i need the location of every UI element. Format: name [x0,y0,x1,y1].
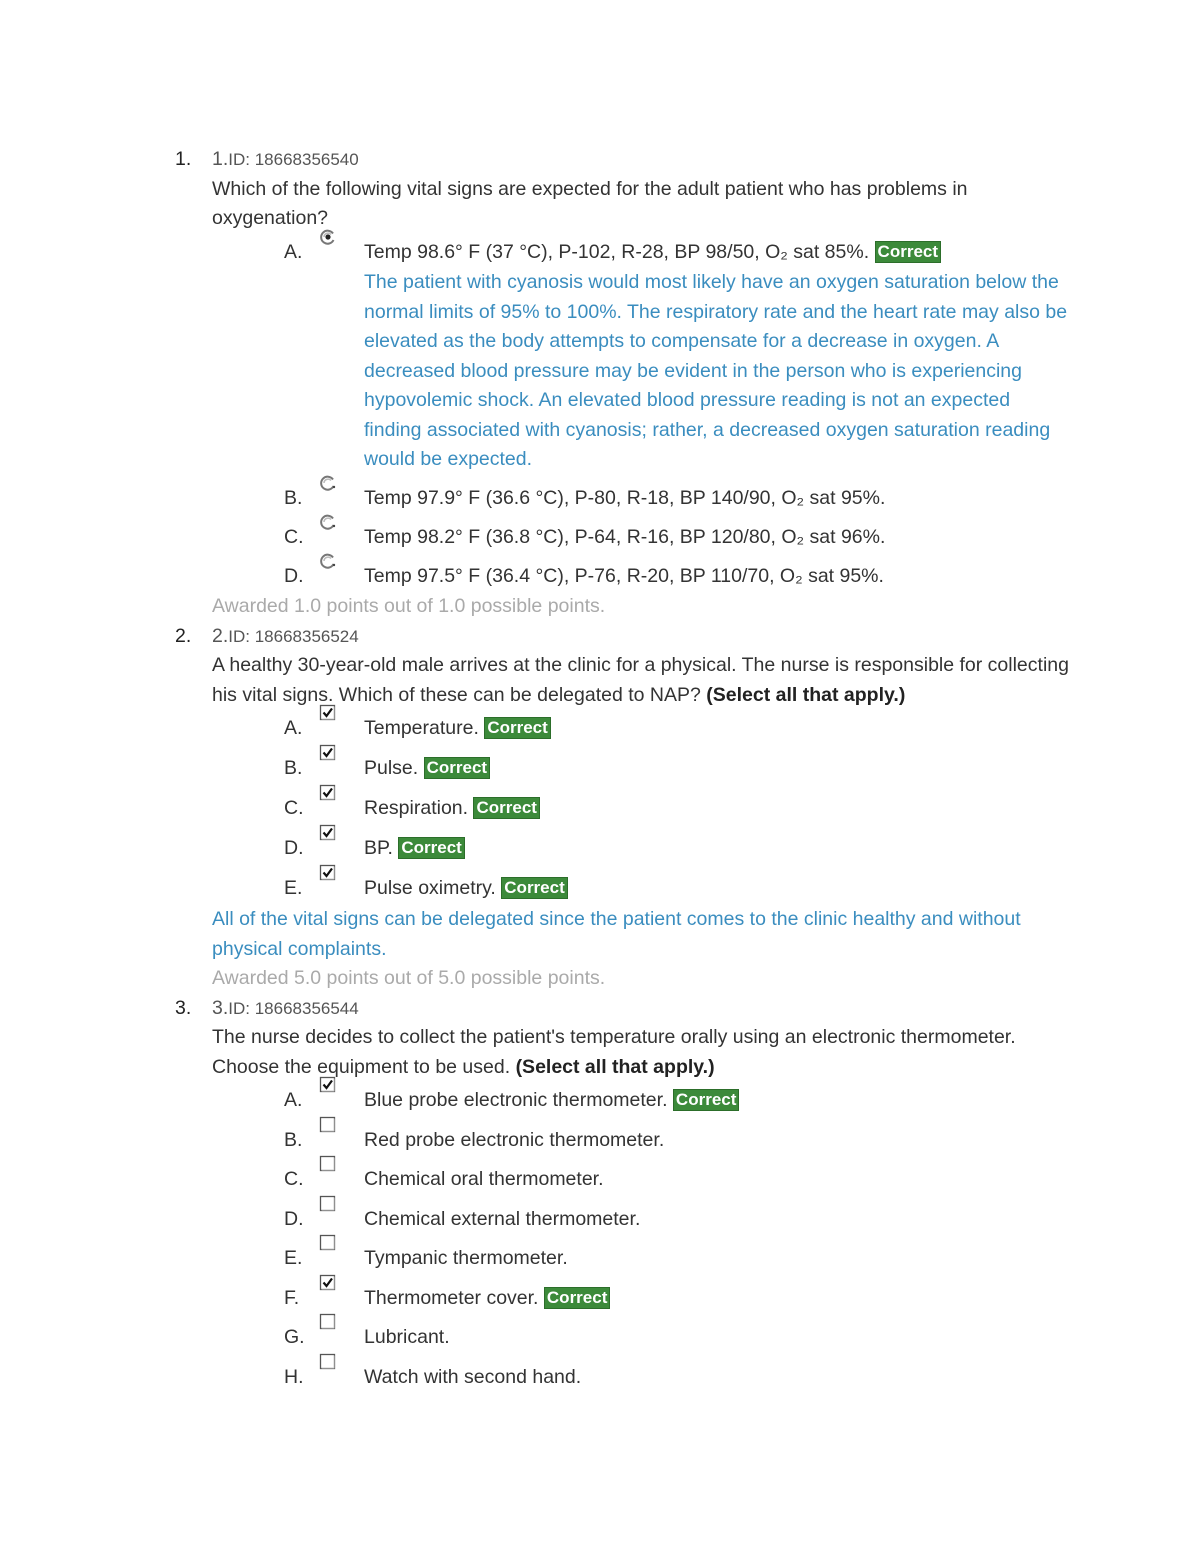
select-all-note: (Select all that apply.) [706,683,906,706]
question-prompt: Which of the following vital signs are expected for the adult patient who has problems in oxygenation? [212,177,968,229]
option-text-line [364,562,1072,592]
correct-badge: Correct [501,877,567,899]
checkbox-checked-icon[interactable] [319,824,337,842]
option-letter: B. [284,487,303,509]
question-block [175,145,1072,622]
option-text-line [364,1126,1072,1156]
option-text-line [364,523,1072,553]
correct-badge: Correct [673,1089,739,1111]
checkbox-unchecked-icon[interactable] [319,1313,337,1331]
radio-unselected-icon[interactable] [319,474,337,492]
correct-badge: Correct [875,241,941,263]
option-letter: A. [284,717,303,739]
answer-option[interactable] [212,484,1072,514]
option-text: Temp 97.9° F (36.6 °C), P-80, R-18, BP 140/90, O₂ sat 95%. [364,487,886,509]
option-letter: A. [284,1089,303,1111]
correct-badge: Correct [398,837,464,859]
question-prompt: A healthy 30-year-old male arrives at the clinic for a physical. The nurse is responsible for collecting his vital signs. Which of these can be delegated to NAP? [212,654,1069,706]
option-text-line [364,874,1072,904]
option-text: Temperature. [364,717,479,739]
question-prompt: The nurse decides to collect the patient's temperature orally using an electronic thermometer. Choose the equipment to be used. [212,1026,1016,1078]
answer-option[interactable] [212,238,1072,475]
answer-option[interactable] [212,754,1072,784]
checkbox-unchecked-icon[interactable] [319,1234,337,1252]
option-letter: B. [284,1128,303,1151]
answer-options [212,714,1072,904]
answer-option[interactable] [212,1126,1072,1156]
option-text-line [364,1244,1072,1274]
option-text-line [364,484,1072,514]
question-feedback: All of the vital signs can be delegated since the patient comes to the clinic healthy and without physical complaints. [212,908,1021,960]
question-block [175,622,1072,994]
option-text: Temp 98.2° F (36.8 °C), P-64, R-16, BP 120/80, O₂ sat 96%. [364,526,886,548]
checkbox-unchecked-icon[interactable] [319,1155,337,1173]
answer-option[interactable] [212,1086,1072,1116]
option-letter: D. [284,837,304,859]
answer-option[interactable] [212,523,1072,553]
answer-option[interactable] [212,1165,1072,1195]
option-text: Tympanic thermometer. [364,1247,568,1269]
checkbox-checked-icon[interactable] [319,784,337,802]
checkbox-unchecked-icon[interactable] [319,1116,337,1134]
option-text: Temp 97.5° F (36.4 °C), P-76, R-20, BP 110/70, O₂ sat 95%. [364,565,884,587]
answer-option[interactable] [212,714,1072,744]
answer-option[interactable] [212,1244,1072,1274]
option-text-line [364,834,1072,864]
select-all-note: (Select all that apply.) [515,1055,715,1078]
option-letter: C. [284,526,304,548]
answer-options [212,1086,1072,1392]
correct-badge: Correct [473,797,539,819]
answer-options [212,238,1072,592]
question-id-number: 2. [212,624,229,647]
option-letter: F. [284,1286,300,1309]
option-text-line [364,794,1072,824]
question-number: 1. [175,148,192,170]
question-id [212,145,1072,175]
option-text-line [364,1284,1072,1314]
question-text [212,651,1072,710]
awarded-points: Awarded 1.0 points out of 1.0 possible points. [212,595,606,617]
option-text: Thermometer cover. [364,1286,539,1309]
answer-option[interactable] [212,874,1072,904]
option-letter: H. [284,1365,304,1388]
option-text-line [364,238,1072,268]
option-text-line [364,754,1072,784]
radio-selected-icon[interactable] [319,228,337,246]
correct-badge: Correct [424,757,490,779]
answer-option[interactable] [212,794,1072,824]
option-text: Watch with second hand. [364,1365,582,1388]
checkbox-checked-icon[interactable] [319,744,337,762]
option-letter: E. [284,1247,303,1269]
option-letter: G. [284,1326,305,1348]
correct-badge: Correct [484,717,550,739]
option-text: BP. [364,837,393,859]
option-text: Chemical oral thermometer. [364,1168,604,1190]
question-block [175,994,1072,1393]
checkbox-checked-icon[interactable] [319,864,337,882]
answer-option[interactable] [212,1323,1072,1353]
option-letter: E. [284,877,303,899]
option-letter: D. [284,565,304,587]
option-letter: C. [284,797,304,819]
question-id-text: ID: 18668356540 [228,150,359,169]
answer-option[interactable] [212,834,1072,864]
question-id [212,994,1072,1024]
question-text [212,175,1072,234]
checkbox-checked-icon[interactable] [319,704,337,722]
option-text: Chemical external thermometer. [364,1207,641,1230]
checkbox-unchecked-icon[interactable] [319,1195,337,1213]
option-feedback: The patient with cyanosis would most likely have an oxygen saturation below the normal limits of 95% to 100%. The respiratory rate and the heart rate may also be elevated as the body attempts to compensate for a decrease in oxygen. A decreased blood pressure may be evident in the person who is experiencing hypovolemic shock. An elevated blood pressure reading is not an expected finding associated with cyanosis; rather, a decreased oxygen saturation reading would be expected. [364,271,1068,470]
question-id-number: 1. [212,148,229,170]
question-id-text: ID: 18668356524 [228,626,359,646]
option-text: Respiration. [364,797,469,819]
option-letter: D. [284,1207,304,1230]
answer-option[interactable] [212,1363,1072,1393]
quiz-results [0,145,1200,1402]
answer-option[interactable] [212,1205,1072,1235]
option-text: Temp 98.6° F (37 °C), P-102, R-28, BP 98/50, O₂ sat 85%. [364,240,870,263]
option-text: Blue probe electronic thermometer. [364,1089,668,1111]
question-id-number: 3. [212,996,229,1019]
checkbox-unchecked-icon[interactable] [319,1353,337,1371]
question-number: 3. [175,996,192,1019]
checkbox-checked-icon[interactable] [319,1274,337,1292]
option-text: Lubricant. [364,1326,450,1348]
awarded-points: Awarded 5.0 points out of 5.0 possible points. [212,967,606,989]
option-letter: B. [284,757,303,779]
answer-option[interactable] [212,562,1072,592]
option-text-line [364,1165,1072,1195]
option-text-line [364,1363,1072,1393]
question-id-text: ID: 18668356544 [228,998,359,1018]
option-text-line [364,1086,1072,1116]
option-letter: A. [284,240,303,263]
option-text: Red probe electronic thermometer. [364,1128,665,1151]
correct-badge: Correct [544,1287,610,1309]
option-text-line [364,714,1072,744]
answer-option[interactable] [212,1284,1072,1314]
option-text: Pulse. [364,757,419,779]
option-text-line [364,1205,1072,1235]
radio-unselected-icon[interactable] [319,552,337,570]
option-letter: C. [284,1168,304,1190]
option-text: Pulse oximetry. [364,877,496,899]
checkbox-checked-icon[interactable] [319,1076,337,1094]
question-text [212,1023,1072,1082]
question-number: 2. [175,624,192,647]
radio-unselected-icon[interactable] [319,513,337,531]
option-text-line [364,1323,1072,1353]
question-id [212,622,1072,652]
